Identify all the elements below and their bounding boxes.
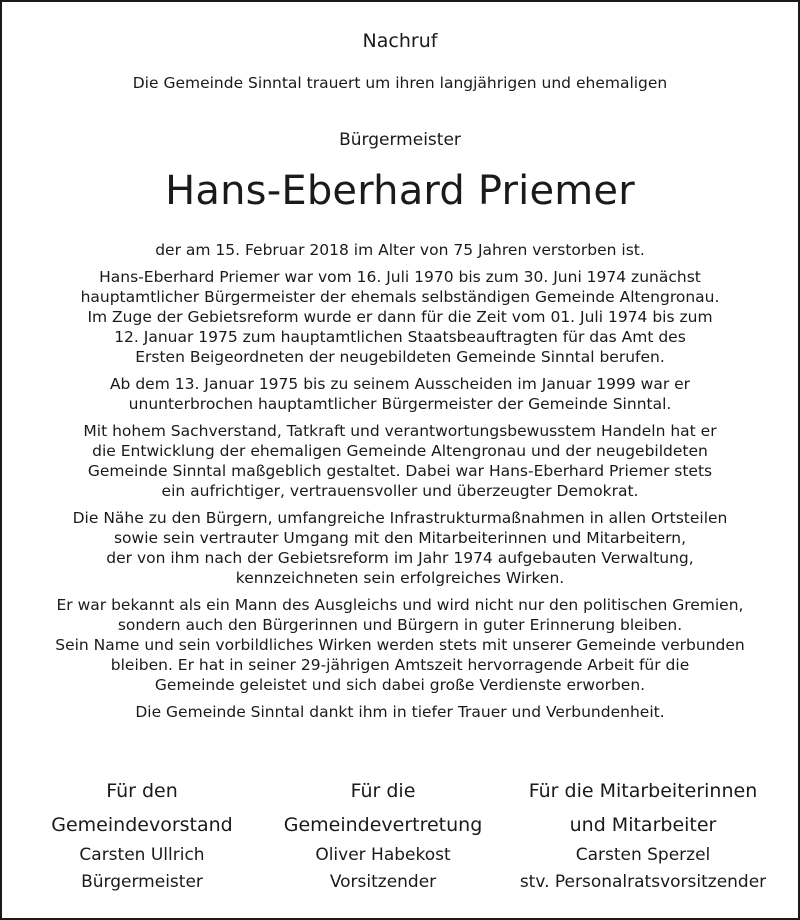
signature-title: und Mitarbeiter xyxy=(569,814,717,836)
signature-staff xyxy=(504,774,782,896)
text-line: 12. Januar 1975 zum hauptamtlichen Staatsbeauftragten für das Amt des xyxy=(114,328,686,346)
signature-title: Gemeindevertretung xyxy=(283,814,483,836)
text-line: bleiben. Er hat in seiner 29-jährigen Amtszeit hervorragende Arbeit für die xyxy=(110,656,690,674)
text-line: Sein Name und sein vorbildliches Wirken werden stets mit unserer Gemeinde verbunden xyxy=(55,636,745,654)
text-line: Die Gemeinde Sinntal dankt ihm in tiefer Trauer und Verbundenheit. xyxy=(135,703,665,721)
paragraph-achievements xyxy=(22,421,778,501)
signatory-name: Oliver Habekost xyxy=(315,845,451,865)
text-line: kennzeichneten sein erfolgreiches Wirken. xyxy=(235,569,565,587)
signature-title: Für die Mitarbeiterinnen xyxy=(528,780,758,802)
intro-text: Die Gemeinde Sinntal trauert um ihren langjährigen und ehemaligen xyxy=(132,74,668,92)
text-line: Gemeinde geleistet und sich dabei große Verdienste erworben. xyxy=(154,676,646,694)
text-line: sowie sein vertrauter Umgang mit den Mitarbeiterinnen und Mitarbeitern, xyxy=(113,529,687,547)
signature-municipal-board xyxy=(32,774,252,896)
deceased-name: Hans-Eberhard Priemer xyxy=(165,168,635,214)
signature-municipal-council xyxy=(270,774,496,896)
text-line: Ab dem 13. Januar 1975 bis zu seinem Ausscheiden im Januar 1999 war er xyxy=(109,375,691,393)
text-line: ein aufrichtiger, vertrauensvoller und überzeugter Demokrat. xyxy=(161,482,639,500)
signatory-position: stv. Personalratsvorsitzender xyxy=(519,872,767,892)
paragraph-death-date xyxy=(22,240,778,260)
deceased-role: Bürgermeister xyxy=(339,130,461,150)
paragraph-legacy xyxy=(22,595,778,695)
signatory-name: Carsten Ullrich xyxy=(79,845,205,865)
signature-block xyxy=(2,774,798,892)
text-line: Hans-Eberhard Priemer war vom 16. Juli 1970 bis zum 30. Juni 1974 zunächst xyxy=(99,268,701,286)
signature-title: Für den xyxy=(106,780,178,802)
paragraph-career-start xyxy=(22,267,778,367)
signatory-position: Bürgermeister xyxy=(81,872,203,892)
text-line: hauptamtlicher Bürgermeister der ehemals selbständigen Gemeinde Altengronau. xyxy=(80,288,720,306)
notice-heading: Nachruf xyxy=(362,30,438,52)
paragraph-mayor-term xyxy=(22,374,778,414)
paragraph-citizens xyxy=(22,508,778,588)
text-line: Ersten Beigeordneten der neugebildeten Gemeinde Sinntal berufen. xyxy=(135,348,665,366)
signatory-position: Vorsitzender xyxy=(329,872,437,892)
text-line: der am 15. Februar 2018 im Alter von 75 Jahren verstorben ist. xyxy=(155,241,645,259)
text-line: die Entwicklung der ehemaligen Gemeinde Altengronau und der neugebildeten xyxy=(92,442,708,460)
text-line: Im Zuge der Gebietsreform wurde er dann für die Zeit vom 01. Juli 1974 bis zum xyxy=(87,308,713,326)
signatory-name: Carsten Sperzel xyxy=(575,845,711,865)
text-line: sondern auch den Bürgerinnen und Bürgern in guter Erinnerung bleiben. xyxy=(117,616,683,634)
signature-title: Gemeindevorstand xyxy=(51,814,233,836)
text-line: der von ihm nach der Gebietsreform im Jahr 1974 aufgebauten Verwaltung, xyxy=(106,549,694,567)
text-line: Gemeinde Sinntal maßgeblich gestaltet. Dabei war Hans-Eberhard Priemer stets xyxy=(87,462,713,480)
text-line: Er war bekannt als ein Mann des Ausgleichs und wird nicht nur den politischen Gremien, xyxy=(56,596,744,614)
paragraph-closing xyxy=(22,702,778,722)
text-line: Die Nähe zu den Bürgern, umfangreiche Infrastrukturmaßnahmen in allen Ortsteilen xyxy=(72,509,728,527)
text-line: Mit hohem Sachverstand, Tatkraft und verantwortungsbewusstem Handeln hat er xyxy=(83,422,717,440)
obituary-body xyxy=(22,240,778,729)
text-line: ununterbrochen hauptamtlicher Bürgermeister der Gemeinde Sinntal. xyxy=(128,395,672,413)
signature-title: Für die xyxy=(350,780,416,802)
